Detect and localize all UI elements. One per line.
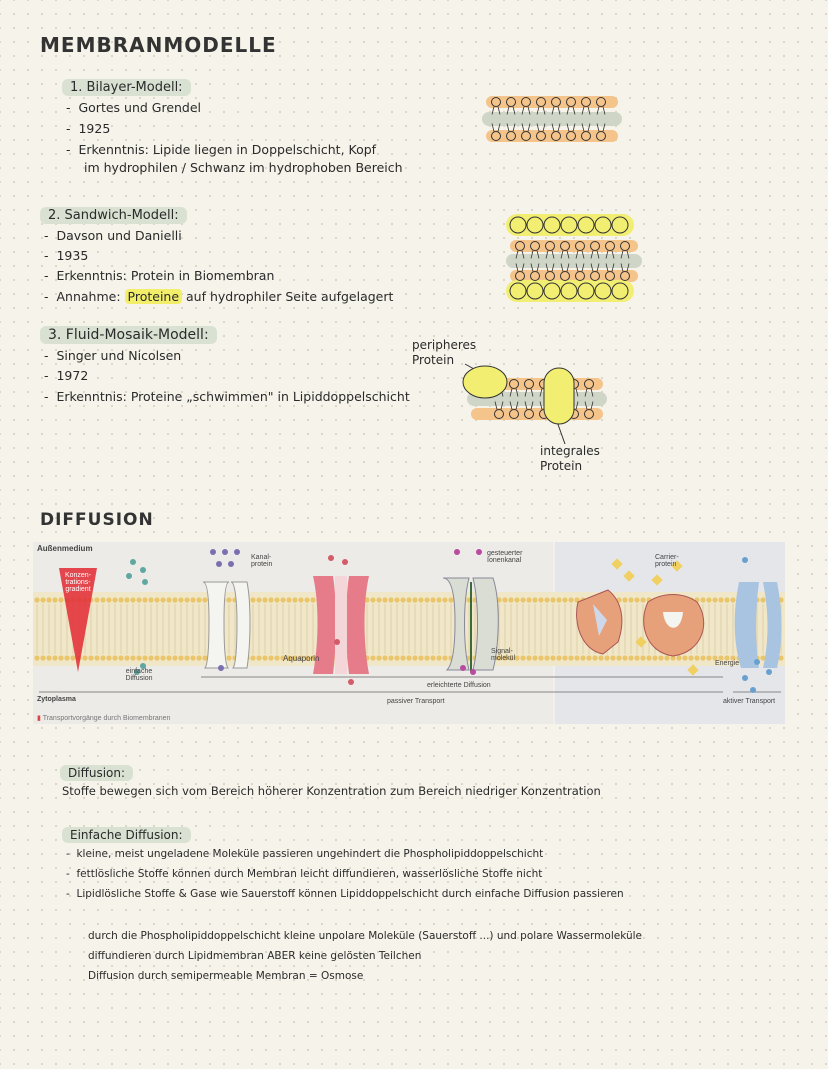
label-einfache-diffusion: einfache Diffusion <box>125 668 153 682</box>
diffusion-heading: Diffusion: <box>60 762 133 781</box>
simple-diffusion-paragraph: diffundieren durch Lipidmembran ABER keine gelösten Teilchen <box>88 950 422 962</box>
figure-caption: ▮ Transportvorgänge durch Biomembranen <box>37 715 171 722</box>
fluid-item: - Singer und Nicolsen <box>44 348 182 363</box>
diffusion-title: DIFFUSION <box>40 510 154 530</box>
label-zytoplasma: Zytoplasma <box>37 696 76 703</box>
sandwich-item: - Davson und Danielli <box>44 228 182 243</box>
simple-diffusion-paragraph: durch die Phospholipiddoppelschicht kleine unpolare Moleküle (Sauerstoff ...) und polare Wassermoleküle <box>88 930 642 942</box>
label-passiver-transport: passiver Transport <box>387 698 445 705</box>
label-kanalprotein: Kanal-protein <box>251 554 273 568</box>
label-aussenmedium: Außenmedium <box>37 544 93 553</box>
peripheral-protein-label: peripheres Protein <box>412 338 477 367</box>
label-aquaporin: Aquaporin <box>283 654 320 663</box>
sandwich-model-drawing <box>502 212 648 304</box>
sandwich-heading: 2. Sandwich-Modell: <box>40 204 187 224</box>
label-erleichterte-diffusion: erleichterte Diffusion <box>427 682 491 689</box>
label-aktiver-transport: aktiver Transport <box>723 698 776 705</box>
bilayer-item: - Erkenntnis: Lipide liegen in Doppelschicht, Kopf <box>66 142 377 157</box>
simple-diffusion-item: - Lipidlösliche Stoffe & Gase wie Sauerstoff können Lipiddoppelschicht durch einfache Diffusion passieren <box>66 888 624 900</box>
fluid-item: - 1972 <box>44 368 89 383</box>
fluid-heading: 3. Fluid-Mosaik-Modell: <box>40 324 217 344</box>
simple-diffusion-item: - kleine, meist ungeladene Moleküle passieren ungehindert die Phospholipiddoppelschicht <box>66 848 544 860</box>
simple-diffusion-heading: Einfache Diffusion: <box>62 824 191 843</box>
label-gradient: Konzen-trations-gradient <box>64 572 92 593</box>
transport-figure <box>33 542 785 724</box>
bilayer-item: - 1925 <box>66 121 111 136</box>
bilayer-continuation: im hydrophilen / Schwanz im hydrophoben Bereich <box>84 160 403 175</box>
label-carrierprotein: Carrier-protein <box>655 554 679 568</box>
sandwich-item: - 1935 <box>44 248 89 263</box>
bilayer-heading: 1. Bilayer-Modell: <box>62 76 191 96</box>
sandwich-item: - Erkenntnis: Protein in Biomembran <box>44 268 275 283</box>
sandwich-assumption: - Annahme: Proteine auf hydrophiler Seite aufgelagert <box>44 289 394 304</box>
integral-protein-label: integrales Protein <box>540 444 600 473</box>
page-title: MEMBRANMODELLE <box>40 33 277 57</box>
bilayer-item: - Gortes und Grendel <box>66 100 202 115</box>
diffusion-definition: Stoffe bewegen sich vom Bereich höherer Konzentration zum Bereich niedriger Konzentration <box>62 784 601 798</box>
label-signalmolekuel: Signal-molekül <box>491 648 516 662</box>
label-gesteuerter-ionenkanal: gesteuerter Ionenkanal <box>487 550 523 564</box>
fluid-mosaic-drawing <box>455 352 615 444</box>
transport-figure-graphic <box>33 542 785 724</box>
simple-diffusion-item: - fettlösliche Stoffe können durch Membran leicht diffundieren, wasserlösliche Stoffe nicht <box>66 868 543 880</box>
osmosis-definition: Diffusion durch semipermeable Membran = Osmose <box>88 970 364 982</box>
bilayer-model-drawing <box>480 90 625 152</box>
label-energie: Energie <box>715 660 740 667</box>
fluid-item: - Erkenntnis: Proteine „schwimmen" in Lipiddoppelschicht <box>44 389 410 404</box>
